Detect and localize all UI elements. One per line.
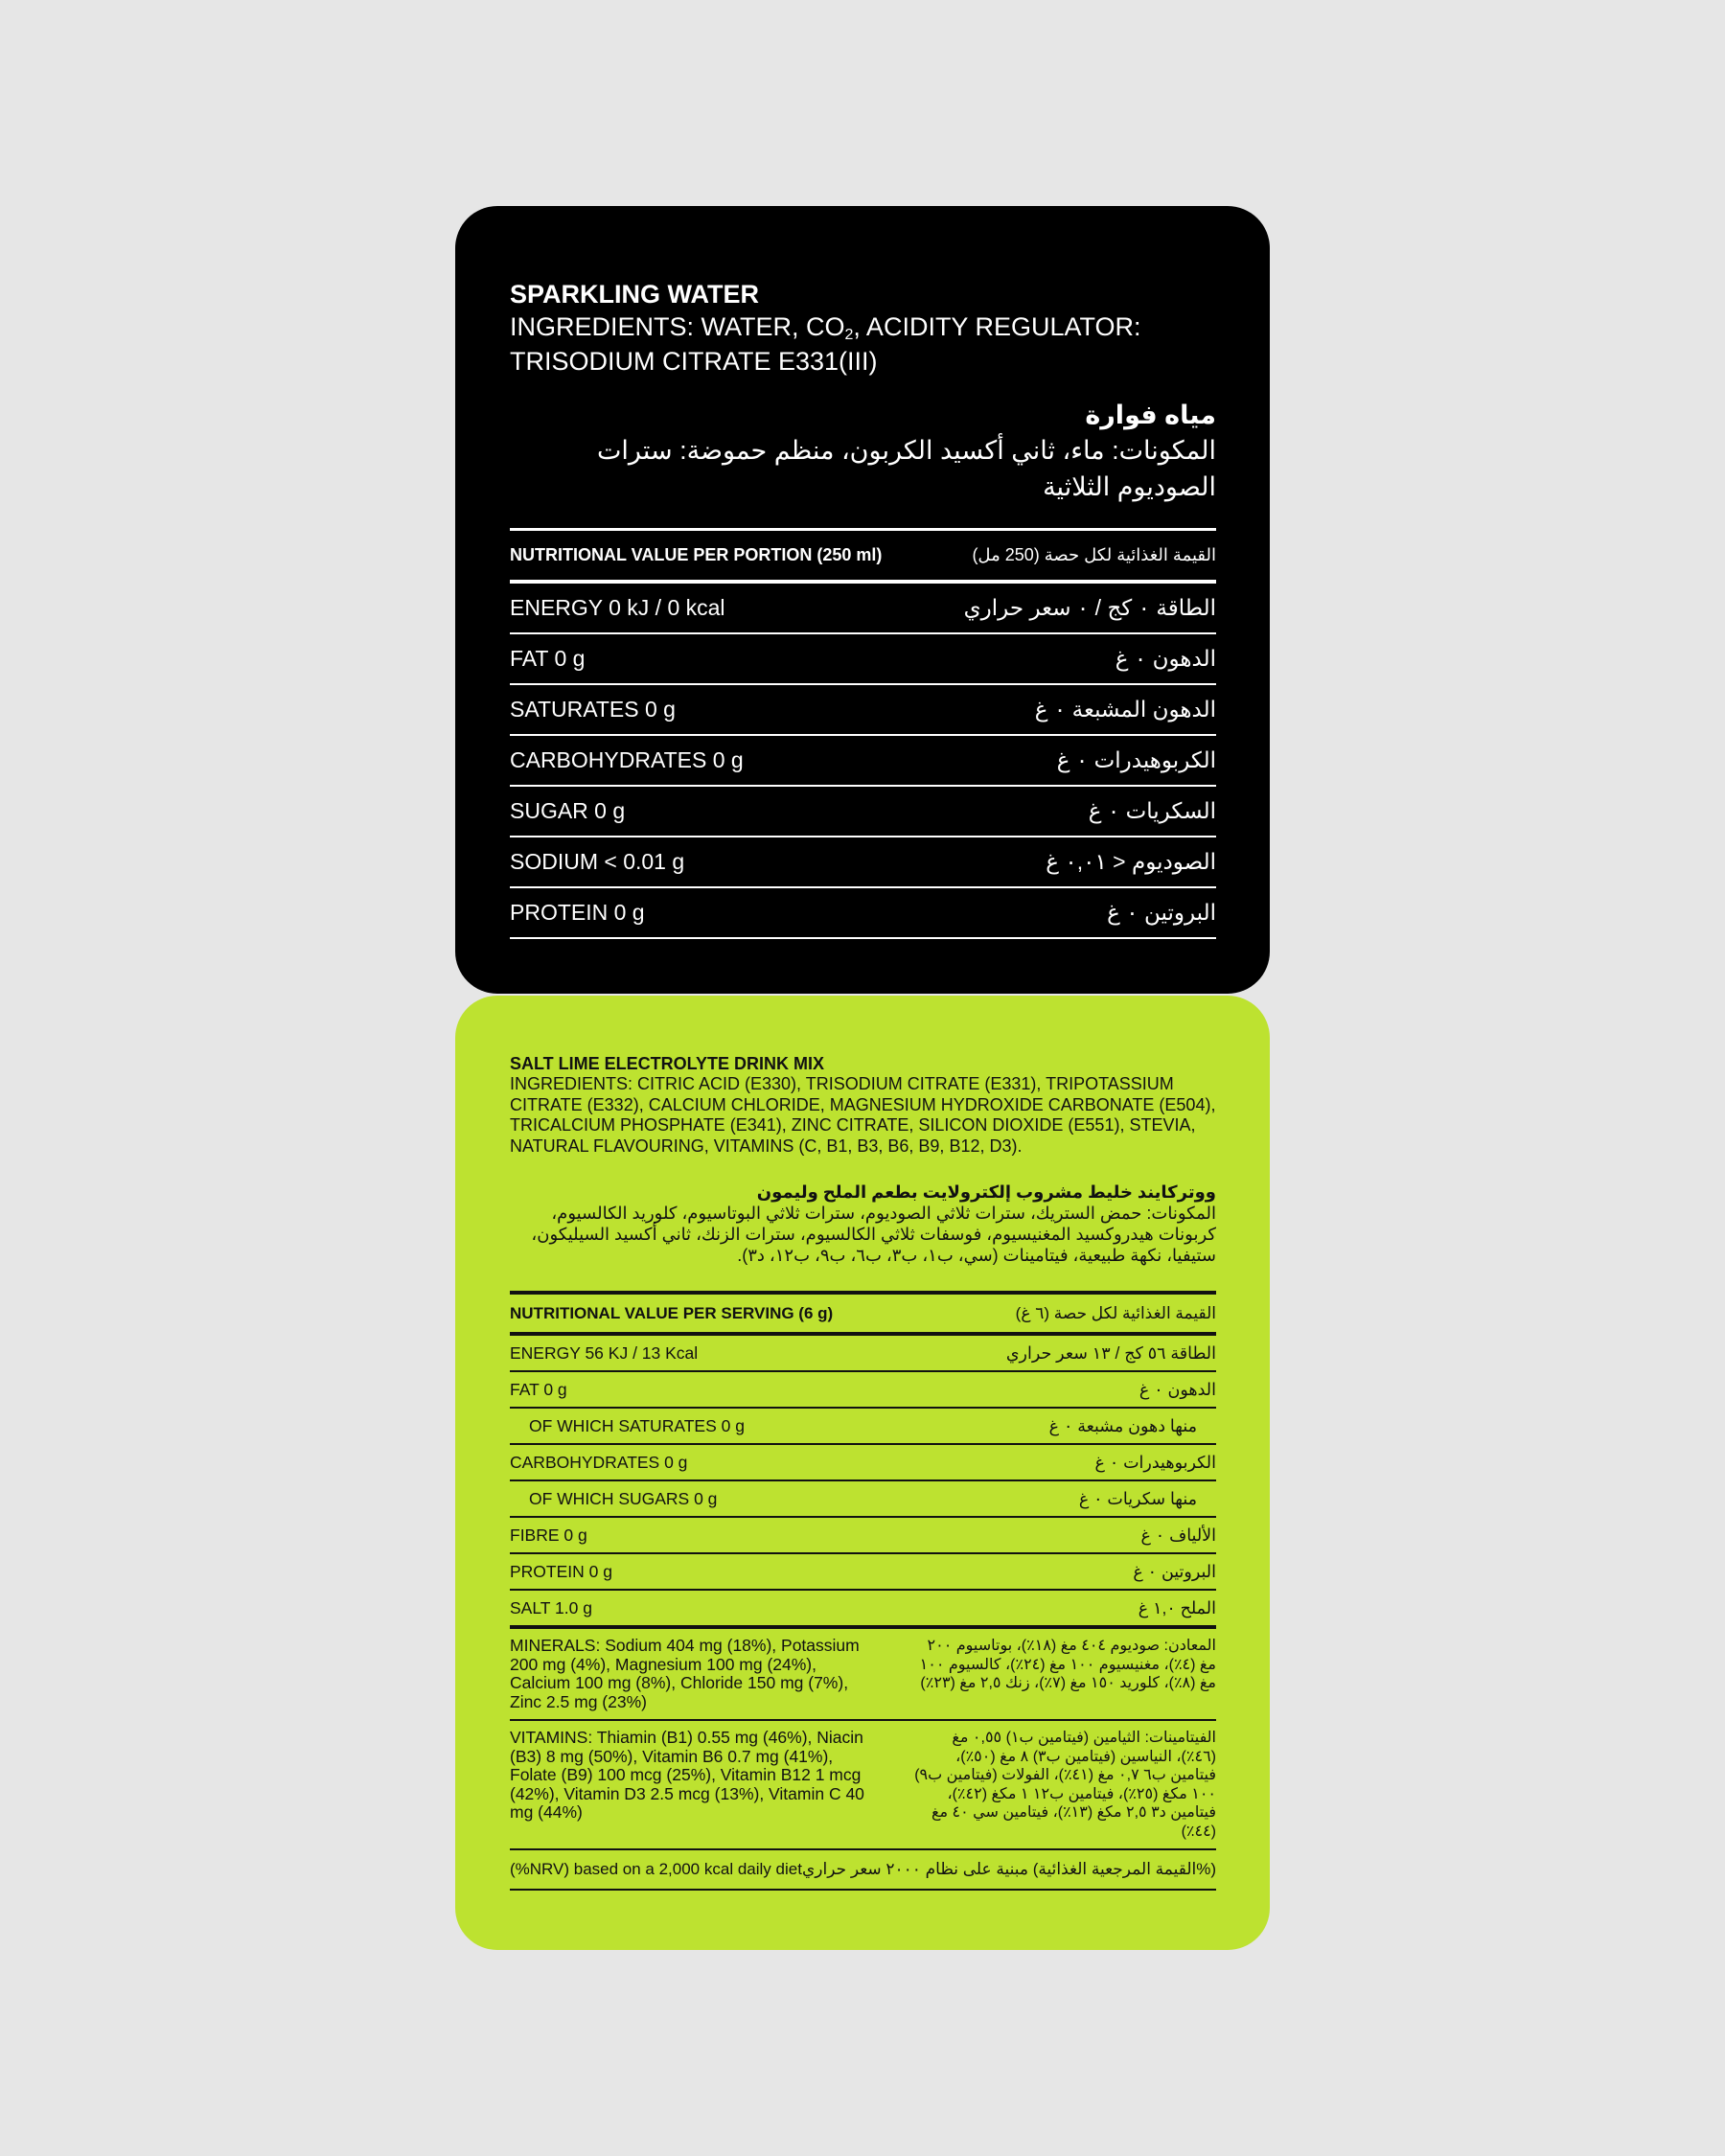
row-label-en: SALT 1.0 g (510, 1597, 592, 1617)
row-label-ar: منها دهون مشبعة ٠ غ (1048, 1415, 1197, 1435)
vitamins-en: VITAMINS: Thiamin (B1) 0.55 mg (46%), Niacin (B3) 8 mg (50%), Vitamin B6 0.7 mg (41%), Folate (B9) 100 mcg (25%), Vitamin B12 1 mcg (42%), Vitamin D3 2.5 mcg (13%), Vitamin C 40 mg (44%) (510, 1728, 864, 1822)
minerals-block (510, 1629, 1216, 1721)
table-row (510, 584, 1216, 634)
row-label-en: CARBOHYDRATES 0 g (510, 747, 744, 772)
vitamins-ar: الفيتامينات: الثيامين (فيتامين ب١) ٠,٥٥ مغ (٤٦٪)، النياسين (فيتامين ب٣) ٨ مغ (٥٠٪)، فيتامين ب٦ ٠,٧ مغ (٤١٪)، الفولات (فيتامين ب٩) ١٠٠ مكغ (٢٥٪)، فيتامين ب١٢ ١ مكغ (٤٢٪)، فيتامين د٣ ٢,٥ مكغ (١٣٪)، فيتامين سي ٤٠ مغ (٤٤٪) (914, 1730, 1216, 1840)
table-row (510, 1481, 1216, 1518)
table-row (510, 634, 1216, 685)
header-en: NUTRITIONAL VALUE PER PORTION (250 ml) (510, 545, 883, 564)
row-label-en: ENERGY 56 KJ / 13 Kcal (510, 1342, 699, 1363)
nutrition-table-header (510, 1295, 1216, 1336)
nutrition-table (510, 528, 1216, 939)
table-row (510, 1336, 1216, 1372)
table-row (510, 837, 1216, 888)
nutrition-table-header (510, 531, 1216, 584)
table-row (510, 1445, 1216, 1481)
row-label-ar: الطاقة ٠ كج / ٠ سعر حراري (963, 595, 1216, 620)
table-row (510, 685, 1216, 736)
ingredients-en-suffix: , ACIDITY REGULATOR: TRISODIUM CITRATE E331(III) (510, 312, 1141, 376)
table-row (510, 736, 1216, 787)
ingredients-en: INGREDIENTS: CITRIC ACID (E330), TRISODIUM CITRATE (E331), TRIPOTASSIUM CITRATE (E332), CALCIUM CHLORIDE, MAGNESIUM HYDROXIDE CARBONATE (E504), TRICALCIUM PHOSPHATE (E341), ZINC CITRATE, SILICON DIOXIDE (E551), STEVIA, NATURAL FLAVOURING, VITAMINS (C, B1, B3, B6, B9, B12, D3). (510, 1074, 1216, 1156)
row-label-en: FAT 0 g (510, 1379, 567, 1399)
table-row (510, 1554, 1216, 1591)
row-label-ar: الملح ١,٠ غ (1138, 1597, 1216, 1617)
row-label-ar: الألياف ٠ غ (1140, 1525, 1216, 1545)
row-label-ar: الدهون ٠ غ (1138, 1379, 1216, 1399)
table-row (510, 1372, 1216, 1409)
row-label-ar: البروتين ٠ غ (1107, 900, 1216, 925)
row-label-ar: الكربوهيدرات ٠ غ (1056, 747, 1216, 772)
row-label-en: SUGAR 0 g (510, 798, 626, 823)
row-label-en: FAT 0 g (510, 646, 586, 671)
row-label-en: FIBRE 0 g (510, 1525, 587, 1545)
row-label-en: PROTEIN 0 g (510, 900, 645, 925)
row-label-ar: الصوديوم < ٠,٠١ غ (1046, 849, 1216, 874)
product-title-ar: ووتركايند خليط مشروب إلكترولايت بطعم الملح وليمون (756, 1182, 1216, 1202)
product-title-ar: مياه فوارة (1085, 401, 1216, 429)
table-row (510, 1591, 1216, 1629)
table-row (510, 1518, 1216, 1554)
row-label-ar: السكريات ٠ غ (1088, 798, 1216, 823)
ingredients-en-prefix: INGREDIENTS: WATER, CO (510, 312, 845, 341)
row-label-en: ENERGY 0 kJ / 0 kcal (510, 595, 725, 620)
ingredients-en (510, 310, 1216, 378)
product-title-en: SPARKLING WATER (510, 280, 759, 309)
header-en: NUTRITIONAL VALUE PER SERVING (6 g) (510, 1303, 834, 1322)
minerals-en: MINERALS: Sodium 404 mg (18%), Potassium 200 mg (4%), Magnesium 100 mg (24%), Calcium 100 mg (8%), Chloride 150 mg (7%), Zinc 2.5 mg (23%) (510, 1636, 860, 1711)
row-label-ar: الكربوهيدرات ٠ غ (1094, 1452, 1216, 1472)
header-ar: القيمة الغذائية لكل حصة (٦ غ) (1015, 1303, 1216, 1322)
nutrition-table (510, 1291, 1216, 1891)
row-label-en: SODIUM < 0.01 g (510, 849, 685, 874)
footnote-en: (%NRV) based on a 2,000 kcal daily diet (510, 1860, 802, 1878)
header-ar: القيمة الغذائية لكل حصة (250 مل) (972, 545, 1216, 564)
row-label-ar: الدهون المشبعة ٠ غ (1034, 697, 1216, 722)
footnote-ar: (%القيمة المرجعية الغذائية) مبنية على نظام ٢٠٠٠ سعر حراري (801, 1860, 1216, 1878)
ingredients-ar: المكونات: ماء، ثاني أكسيد الكربون، منظم حموضة: سترات الصوديوم الثلاثية (597, 436, 1216, 501)
table-row (510, 888, 1216, 939)
sparkling-water-label (455, 206, 1270, 994)
row-label-ar: البروتين ٠ غ (1133, 1561, 1216, 1581)
row-label-en: CARBOHYDRATES 0 g (510, 1452, 688, 1472)
row-label-en: OF WHICH SUGARS 0 g (529, 1488, 718, 1508)
row-label-en: SATURATES 0 g (510, 697, 676, 722)
electrolyte-mix-label (455, 996, 1270, 1950)
table-row (510, 787, 1216, 837)
ingredients-ar: المكونات: حمض الستريك، سترات ثلاثي الصوديوم، سترات ثلاثي البوتاسيوم، كلوريد الكالسيوم، كربونات هيدروكسيد المغنيسيوم، فوسفات ثلاثي الكالسيوم، سترات الزنك، ثاني أكسيد السيليكون، ستيفيا، نكهة طبيعية، فيتامينات (سي، ب١، ب٣، ب٦، ب٩، ب١٢، د٣). (531, 1204, 1216, 1265)
minerals-ar: المعادن: صوديوم ٤٠٤ مغ (١٨٪)، بوتاسيوم ٢٠٠ مغ (٤٪)، مغنيسيوم ١٠٠ مغ (٢٤٪)، كالسيوم ١٠٠ مغ (٨٪)، كلوريد ١٥٠ مغ (٧٪)، زنك ٢,٥ مغ (٢٣٪) (919, 1638, 1216, 1691)
product-title-en: SALT LIME ELECTROLYTE DRINK MIX (510, 1054, 825, 1073)
vitamins-block (510, 1721, 1216, 1850)
row-label-en: OF WHICH SATURATES 0 g (529, 1415, 745, 1435)
row-label-ar: منها سكريات ٠ غ (1078, 1488, 1197, 1508)
row-label-ar: الدهون ٠ غ (1115, 646, 1216, 671)
nrv-footnote (510, 1850, 1216, 1891)
row-label-en: PROTEIN 0 g (510, 1561, 612, 1581)
row-label-ar: الطاقة ٥٦ كج / ١٣ سعر حراري (1005, 1342, 1216, 1363)
ingredients-en-subscript: 2 (844, 327, 854, 343)
table-row (510, 1409, 1216, 1445)
